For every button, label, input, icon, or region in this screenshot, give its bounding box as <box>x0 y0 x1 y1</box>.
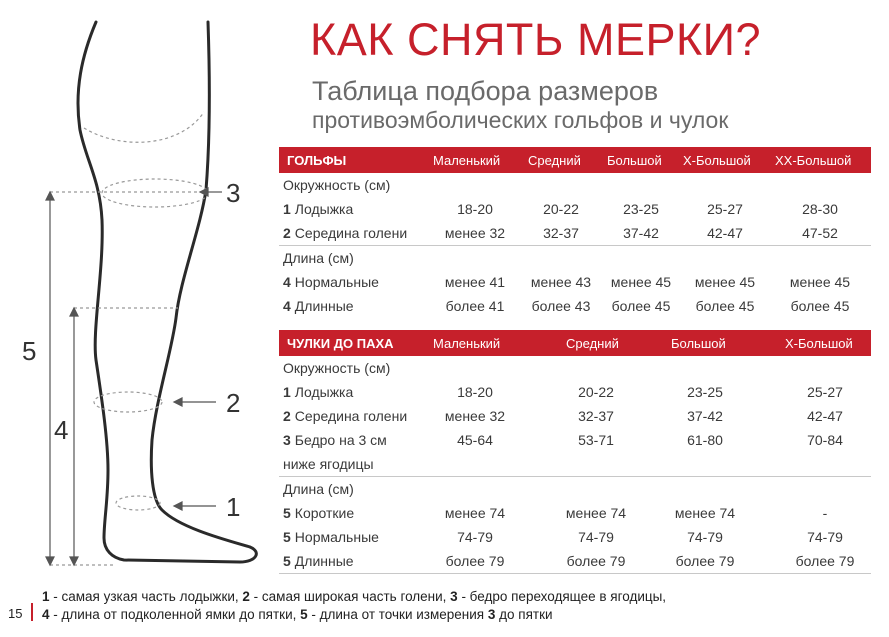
row-number: 3 <box>283 432 291 448</box>
row-label: Середина голени <box>294 408 408 424</box>
table-cell: менее 74 <box>674 505 736 521</box>
diagram-label-4: 4 <box>54 415 69 445</box>
footer-num: 2 <box>242 589 250 604</box>
table-row <box>279 270 871 294</box>
golf-len-header: Длина (см) <box>283 250 354 266</box>
table-cell: 42-47 <box>707 225 743 241</box>
subtitle-line-1: Таблица подбора размеров <box>312 76 659 106</box>
golf-circ-header: Окружность (см) <box>283 177 391 193</box>
footer-notes <box>42 588 666 624</box>
table-cell: 25-27 <box>707 201 743 217</box>
table-row <box>279 428 871 452</box>
stock-len-header-row <box>279 477 871 501</box>
footer-text: - бедро переходящее в ягодицы, <box>457 589 667 604</box>
golf-table-header <box>279 147 871 173</box>
table-cell: менее 74 <box>565 505 627 521</box>
footer-num: 3 <box>450 589 458 604</box>
stock-circ-header: Окружность (см) <box>283 360 391 376</box>
golf-size-xl: X-Большой <box>683 153 751 168</box>
footer-text: - самая широкая часть голени, <box>249 589 451 604</box>
thigh-top-dash <box>84 112 204 142</box>
table-cell: 47-52 <box>802 225 838 241</box>
diagram-label-1: 1 <box>226 492 241 522</box>
golf-size-xxl: XX-Большой <box>775 153 852 168</box>
table-cell: 37-42 <box>687 408 723 424</box>
table-row <box>279 452 871 476</box>
stock-table-name: ЧУЛКИ ДО ПАХА <box>287 336 394 351</box>
stock-size-xl: X-Большой <box>785 336 853 351</box>
table-cell: 23-25 <box>623 201 659 217</box>
table-cell: 23-25 <box>687 384 723 400</box>
table-cell: более 45 <box>695 298 755 314</box>
stock-size-m: Средний <box>566 336 619 351</box>
stock-size-s: Маленький <box>433 336 501 351</box>
row-label: Нормальные <box>294 274 379 290</box>
table-row <box>279 501 871 525</box>
golf-size-table <box>279 147 871 318</box>
table-cell: 18-20 <box>457 201 493 217</box>
stock-size-l: Большой <box>671 336 726 351</box>
row-label: Короткие <box>294 505 355 521</box>
table-cell: 42-47 <box>807 408 843 424</box>
leg-diagram <box>0 0 280 580</box>
table-cell: 37-42 <box>623 225 659 241</box>
row-number: 1 <box>283 384 291 400</box>
table-cell: 18-20 <box>457 384 493 400</box>
leg-back-outline <box>78 22 256 562</box>
table-cell: более 79 <box>795 553 855 569</box>
table-row <box>279 525 871 549</box>
footer-text: до пятки <box>495 607 553 622</box>
stockings-size-table <box>279 330 871 574</box>
row-number: 5 <box>283 553 291 569</box>
table-cell: 20-22 <box>543 201 579 217</box>
table-cell: менее 32 <box>444 408 506 424</box>
table-cell: 74-79 <box>687 529 723 545</box>
table-cell: 28-30 <box>802 201 838 217</box>
diagram-label-3: 3 <box>226 178 241 208</box>
ankle-ellipse <box>116 496 160 510</box>
table-cell: более 45 <box>790 298 850 314</box>
table-cell: более 79 <box>566 553 626 569</box>
table-cell: менее 41 <box>444 274 506 290</box>
footer-num: 3 <box>487 607 496 622</box>
divider <box>279 573 871 574</box>
table-cell: более 45 <box>611 298 671 314</box>
table-row <box>279 404 871 428</box>
row-label: Лодыжка <box>294 201 354 217</box>
row-label: Лодыжка <box>294 384 354 400</box>
row-number: 4 <box>283 274 291 290</box>
table-cell: 53-71 <box>578 432 614 448</box>
page-title: КАК СНЯТЬ МЕРКИ? <box>310 14 762 65</box>
footer-line-1 <box>42 588 666 606</box>
thigh-ellipse <box>102 179 208 207</box>
table-row <box>279 380 871 404</box>
row-number: 1 <box>283 201 291 217</box>
table-cell: менее 32 <box>444 225 506 241</box>
stock-circ-header-row <box>279 356 871 380</box>
table-cell: 70-84 <box>807 432 843 448</box>
table-cell: более 79 <box>445 553 505 569</box>
diagram-label-2: 2 <box>226 388 241 418</box>
table-cell: более 43 <box>531 298 591 314</box>
footer-text: - самая узкая часть лодыжки, <box>49 589 243 604</box>
table-cell: 20-22 <box>578 384 614 400</box>
table-cell: 45-64 <box>457 432 493 448</box>
golf-circ-header-row <box>279 173 871 197</box>
subtitle-line-2: противоэмболических гольфов и чулок <box>312 107 729 133</box>
table-cell: 74-79 <box>457 529 493 545</box>
row-label: Нормальные <box>294 529 379 545</box>
table-cell: 32-37 <box>543 225 579 241</box>
table-row <box>279 549 871 573</box>
golf-len-header-row <box>279 246 871 270</box>
row-number: 4 <box>283 298 291 314</box>
footer-line-2 <box>42 606 666 624</box>
row-number: 5 <box>283 529 291 545</box>
footer-num: 5 <box>300 607 308 622</box>
footer-num: 1 <box>42 589 50 604</box>
footer-text: - длина от точки измерения <box>307 607 488 622</box>
table-cell: 61-80 <box>687 432 723 448</box>
stock-table-header <box>279 330 871 356</box>
diagram-label-5: 5 <box>22 336 37 366</box>
stock-len-header: Длина (см) <box>283 481 354 497</box>
row-number: 5 <box>283 505 291 521</box>
table-row <box>279 197 871 221</box>
golf-size-l: Большой <box>607 153 662 168</box>
page-number-bar <box>31 603 33 621</box>
row-label: Длинные <box>294 553 354 569</box>
footer-num: 4 <box>42 607 50 622</box>
table-cell: менее 43 <box>530 274 592 290</box>
thigh-note: ниже ягодицы <box>283 456 374 472</box>
table-cell: менее 74 <box>444 505 506 521</box>
table-cell: менее 45 <box>789 274 851 290</box>
row-number: 2 <box>283 225 291 241</box>
golf-size-m: Средний <box>528 153 581 168</box>
row-label: Длинные <box>294 298 354 314</box>
golf-size-s: Маленький <box>433 153 501 168</box>
table-cell: - <box>822 505 828 521</box>
footer-text: - длина от подколенной ямки до пятки, <box>49 607 301 622</box>
table-row <box>279 294 871 318</box>
table-cell: менее 45 <box>694 274 756 290</box>
table-cell: 25-27 <box>807 384 843 400</box>
table-cell: более 41 <box>445 298 505 314</box>
table-cell: менее 45 <box>610 274 672 290</box>
table-cell: более 79 <box>675 553 735 569</box>
row-number: 2 <box>283 408 291 424</box>
golf-table-name: ГОЛЬФЫ <box>287 153 347 168</box>
table-cell: 74-79 <box>578 529 614 545</box>
row-label: Середина голени <box>294 225 408 241</box>
page-number: 15 <box>8 606 23 621</box>
table-cell: 74-79 <box>807 529 843 545</box>
table-cell: 32-37 <box>578 408 614 424</box>
row-label: Бедро на 3 см <box>294 432 387 448</box>
calf-ellipse <box>94 392 162 412</box>
table-row <box>279 221 871 245</box>
